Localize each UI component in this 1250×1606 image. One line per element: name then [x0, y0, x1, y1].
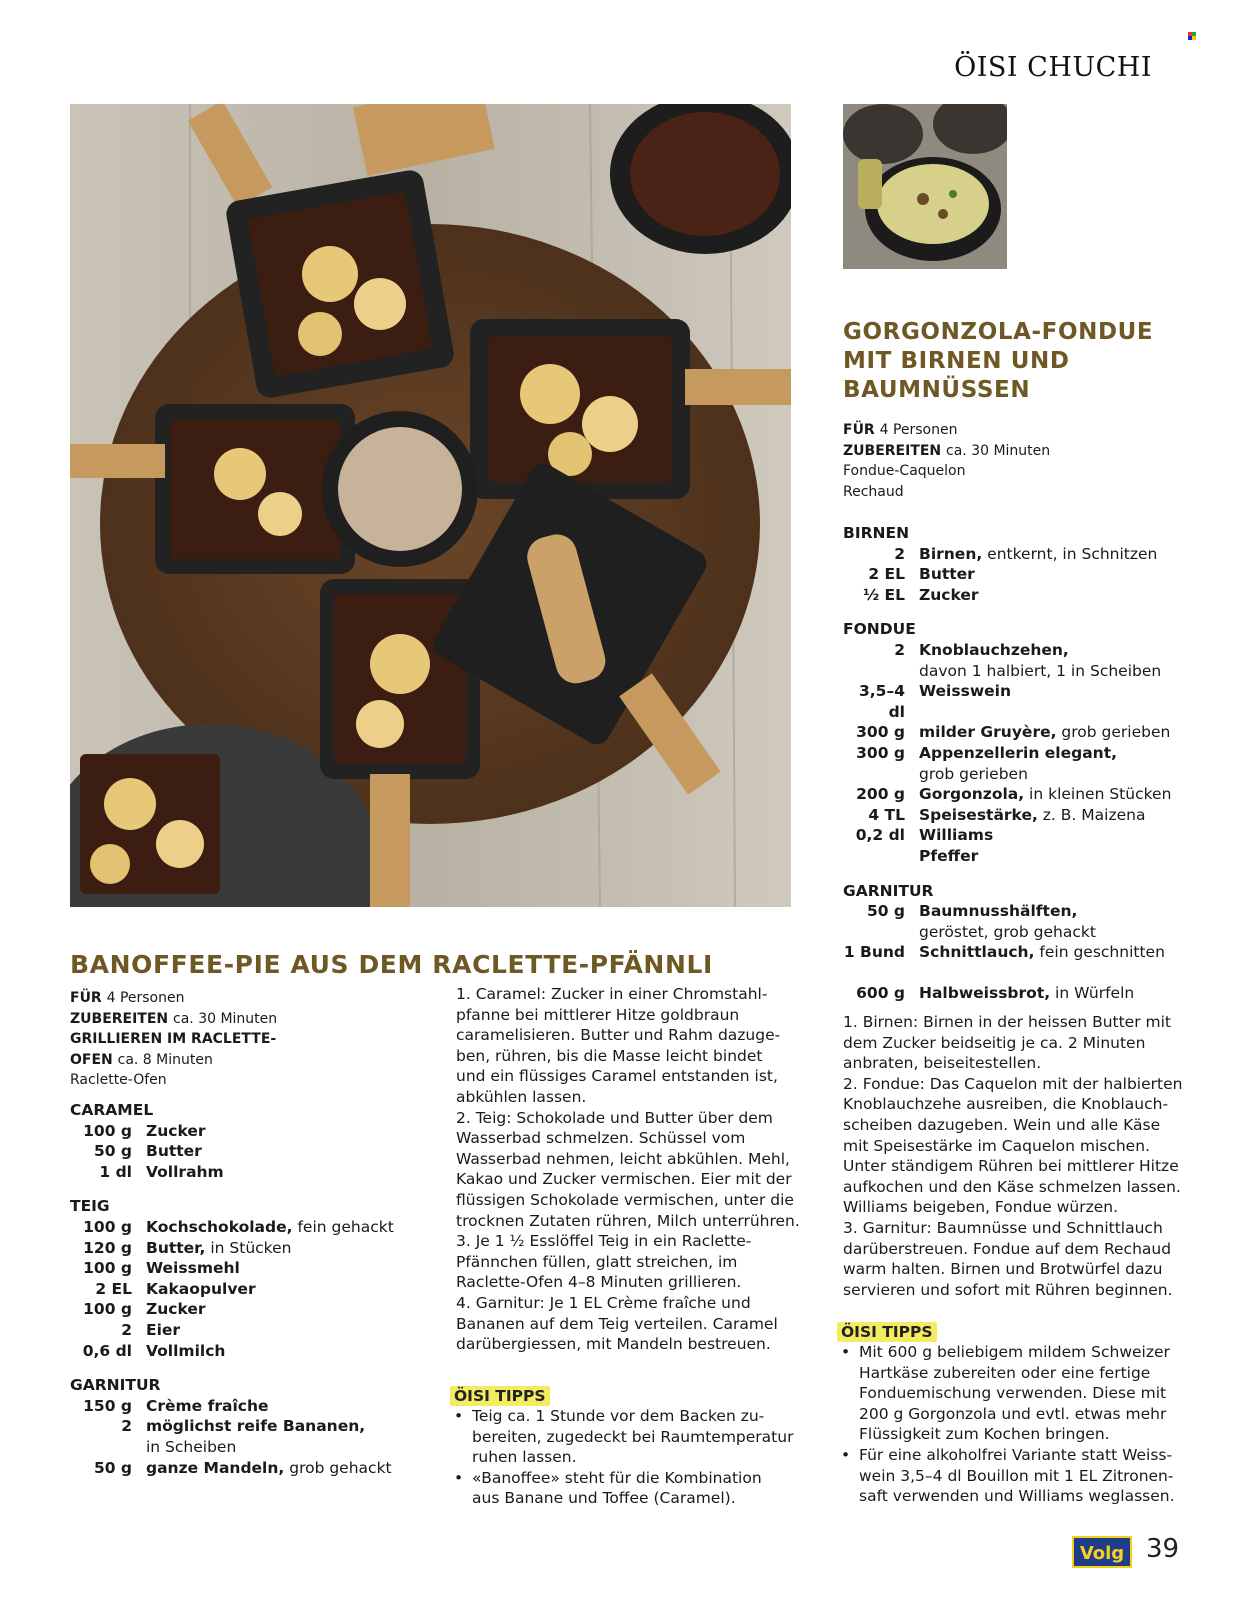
- section-heading: BIRNEN: [843, 524, 910, 542]
- step-line: warm halten. Birnen und Brotwürfel dazu: [843, 1260, 1163, 1279]
- step-line: dem Zucker beidseitig je ca. 2 Minuten: [843, 1033, 1146, 1052]
- ingredient-row: 200 g Gorgonzola, in kleinen Stücken: [856, 785, 1172, 804]
- tipps-list: [837, 1342, 1217, 1507]
- meta-row: FÜR 4 Personen: [843, 422, 958, 438]
- ingredient-row: ½ EL Zucker: [863, 585, 979, 604]
- gorgonzola-meta: [843, 420, 1143, 502]
- banoffee-photo: [70, 104, 791, 907]
- section-heading: FONDUE: [843, 620, 916, 639]
- step-line: Bananen auf dem Teig verteilen. Caramel: [456, 1314, 778, 1333]
- svg-text:Volg: Volg: [1079, 1543, 1125, 1564]
- meta-row: FÜR 4 Personen: [70, 990, 185, 1006]
- ingredient-row: 100 g Zucker: [83, 1300, 206, 1319]
- gorgonzola-ingredients: [843, 523, 1223, 1003]
- meta-row: Rechaud: [843, 483, 904, 500]
- tipps-badge: ÖISI TIPPS: [450, 1386, 550, 1406]
- gorgonzola-recipe-title: GORGONZOLA-FONDUE MIT BIRNEN UND BAUMNÜSSEN: [843, 319, 1154, 403]
- step-line: 3. Garnitur: Baumnüsse und Schnittlauch: [843, 1218, 1163, 1237]
- step-line: 3. Je 1 ½ Esslöffel Teig in ein Raclette-: [456, 1232, 752, 1251]
- step-line: abkühlen lassen.: [456, 1087, 587, 1106]
- step-line: Kakao und Zucker vermischen. Eier mit der: [456, 1170, 792, 1189]
- step-line: darübergiessen, mit Mandeln bestreuen.: [456, 1335, 771, 1354]
- step-line: flüssigen Schokolade vermischen, unter die: [456, 1190, 794, 1209]
- ingredient-row: 120 g Butter, in Stücken: [83, 1238, 292, 1257]
- ingredient-row: 100 g Weissmehl: [83, 1259, 240, 1278]
- step-line: anbraten, beiseitestellen.: [843, 1054, 1042, 1073]
- meta-row: ZUBEREITEN ca. 30 Minuten: [70, 1010, 278, 1027]
- step-line: 1. Caramel: Zucker in einer Chromstahl-: [456, 985, 768, 1003]
- ingredient-row: 50 g ganze Mandeln, grob gehackt: [93, 1458, 392, 1477]
- ingredient-row: 50 g Baumnusshälften,: [866, 902, 1078, 921]
- ingredient-row: Pfeffer: [919, 846, 979, 865]
- ingredient-continuation: grob gerieben: [919, 764, 1028, 783]
- ingredient-row: 4 TL Speisestärke, z. B. Maizena: [868, 805, 1146, 824]
- ingredient-row: 100 g Zucker: [83, 1121, 206, 1140]
- magazine-section-title: ÖISI CHUCHI: [954, 52, 1152, 83]
- ingredient-continuation: geröstet, grob gehackt: [919, 922, 1096, 941]
- step-line: und ein flüssiges Caramel entstanden ist,: [456, 1067, 778, 1086]
- meta-row: ZUBEREITEN ca. 30 Minuten: [843, 442, 1051, 459]
- step-line: servieren und sofort mit Rühren beginnen.: [843, 1280, 1173, 1299]
- tipp-item: • Mit 600 g beliebigem mildem Schweizer Hartkäse zubereiten oder eine fertige Fonduemischung verwenden. Diese mit 200 g Gorgonzola und evtl. etwas mehr Flüssigkeit zum Kochen bringen.: [837, 1342, 1217, 1445]
- tipps-badge: ÖISI TIPPS: [837, 1322, 937, 1342]
- banoffee-recipe-title: BANOFFEE-PIE AUS DEM RACLETTE-PFÄNNLI: [70, 950, 713, 979]
- step-line: Williams beigeben, Fondue würzen.: [843, 1198, 1119, 1217]
- ingredient-row: 2 Eier: [121, 1320, 181, 1339]
- meta-row: Fondue-Caquelon: [843, 463, 966, 479]
- meta-row: Raclette-Ofen: [70, 1072, 167, 1088]
- ingredient-row: 600 g Halbweissbrot, in Würfeln: [856, 983, 1135, 1002]
- ingredient-row: 100 g Kochschokolade, fein gehackt: [83, 1217, 394, 1236]
- ingredient-row: 300 g milder Gruyère, grob gerieben: [856, 723, 1171, 742]
- gorgonzola-tipps: [837, 1322, 1217, 1507]
- ingredient-row: 2 Birnen, entkernt, in Schnitzen: [894, 544, 1158, 563]
- ingredient-row: 50 g Butter: [93, 1142, 202, 1161]
- step-line: darüberstreuen. Fondue auf dem Rechaud: [843, 1239, 1172, 1258]
- ingredient-continuation: in Scheiben: [146, 1437, 237, 1456]
- step-line: 1. Birnen: Birnen in der heissen Butter mit: [843, 1013, 1172, 1031]
- step-line: 4. Garnitur: Je 1 EL Crème fraîche und: [456, 1293, 751, 1312]
- color-mark-icon: [1188, 32, 1196, 40]
- tipps-list: [450, 1406, 800, 1509]
- ingredient-row: 2 EL Kakaopulver: [95, 1279, 256, 1298]
- step-line: Pfännchen füllen, glatt streichen, im: [456, 1252, 738, 1271]
- ingredient-row: 150 g Crème fraîche: [83, 1396, 269, 1415]
- step-line: ben, rühren, bis die Masse leicht bindet: [456, 1046, 763, 1065]
- ingredient-row: 1 Bund Schnittlauch, fein geschnitten: [843, 943, 1165, 962]
- banoffee-ingredients: [70, 1100, 440, 1478]
- step-line: Raclette-Ofen 4–8 Minuten grillieren.: [456, 1273, 742, 1292]
- tipp-item: • Für eine alkoholfrei Variante statt Weiss- wein 3,5–4 dl Bouillon mit 1 EL Zitronen- saft verwenden und Williams weglassen.: [837, 1445, 1217, 1507]
- step-line: aufkochen und den Käse schmelzen lassen.: [843, 1177, 1181, 1196]
- volg-logo: [1072, 1536, 1132, 1568]
- banoffee-tipps: [450, 1386, 800, 1509]
- ingredient-row: 0,6 dl Vollmilch: [82, 1341, 226, 1360]
- fondue-photo: [843, 104, 1007, 269]
- meta-row: GRILLIEREN IM RACLETTE-: [70, 1031, 277, 1047]
- step-line: Wasserbad nehmen, leicht abkühlen. Mehl,: [456, 1149, 790, 1168]
- step-line: 2. Teig: Schokolade und Butter über dem: [456, 1108, 773, 1127]
- banoffee-steps: [456, 984, 801, 1355]
- ingredient-row: 0,2 dl Williams: [855, 826, 994, 845]
- ingredient-row: 300 g Appenzellerin elegant,: [856, 743, 1118, 762]
- step-line: Wasserbad schmelzen. Schüssel vom: [456, 1129, 746, 1148]
- meta-row: OFEN ca. 8 Minuten: [70, 1051, 213, 1068]
- tipp-item: • «Banoffee» steht für die Kombination aus Banane und Toffee (Caramel).: [450, 1468, 800, 1509]
- step-line: trocknen Zutaten rühren, Milch unterrühren.: [456, 1211, 800, 1230]
- ingredient-row: 2 EL Butter: [868, 565, 975, 584]
- section-heading: CARAMEL: [70, 1101, 154, 1119]
- banoffee-meta: [70, 988, 290, 1091]
- step-line: caramelisieren. Butter und Rahm dazuge-: [456, 1026, 781, 1045]
- section-heading: GARNITUR: [70, 1376, 161, 1395]
- ingredient-row: 1 dl Vollrahm: [99, 1162, 224, 1181]
- tipp-item: • Teig ca. 1 Stunde vor dem Backen zu- bereiten, zugedeckt bei Raumtemperatur ruhen lassen.: [450, 1406, 800, 1468]
- step-line: Unter ständigem Rühren bei mittlerer Hitze: [843, 1157, 1179, 1176]
- section-heading: TEIG: [70, 1197, 110, 1216]
- step-line: scheiben dazugeben. Wein und alle Käse: [843, 1115, 1161, 1134]
- gorgonzola-steps: [843, 1012, 1223, 1300]
- ingredient-row: 3,5–4 dl Weisswein: [859, 682, 1012, 721]
- step-line: 2. Fondue: Das Caquelon mit der halbierten: [843, 1074, 1183, 1093]
- ingredient-continuation: davon 1 halbiert, 1 in Scheiben: [919, 661, 1162, 680]
- step-line: pfanne bei mittlerer Hitze goldbraun: [456, 1005, 740, 1024]
- step-line: mit Speisestärke im Caquelon mischen.: [843, 1136, 1150, 1155]
- ingredient-row: 2 Knoblauchzehen,: [894, 640, 1069, 659]
- step-line: Knoblauchzehe ausreiben, die Knoblauch-: [843, 1095, 1169, 1114]
- page-number: 39: [1146, 1534, 1180, 1564]
- section-heading: GARNITUR: [843, 881, 934, 900]
- ingredient-row: 2 möglichst reife Bananen,: [121, 1417, 366, 1436]
